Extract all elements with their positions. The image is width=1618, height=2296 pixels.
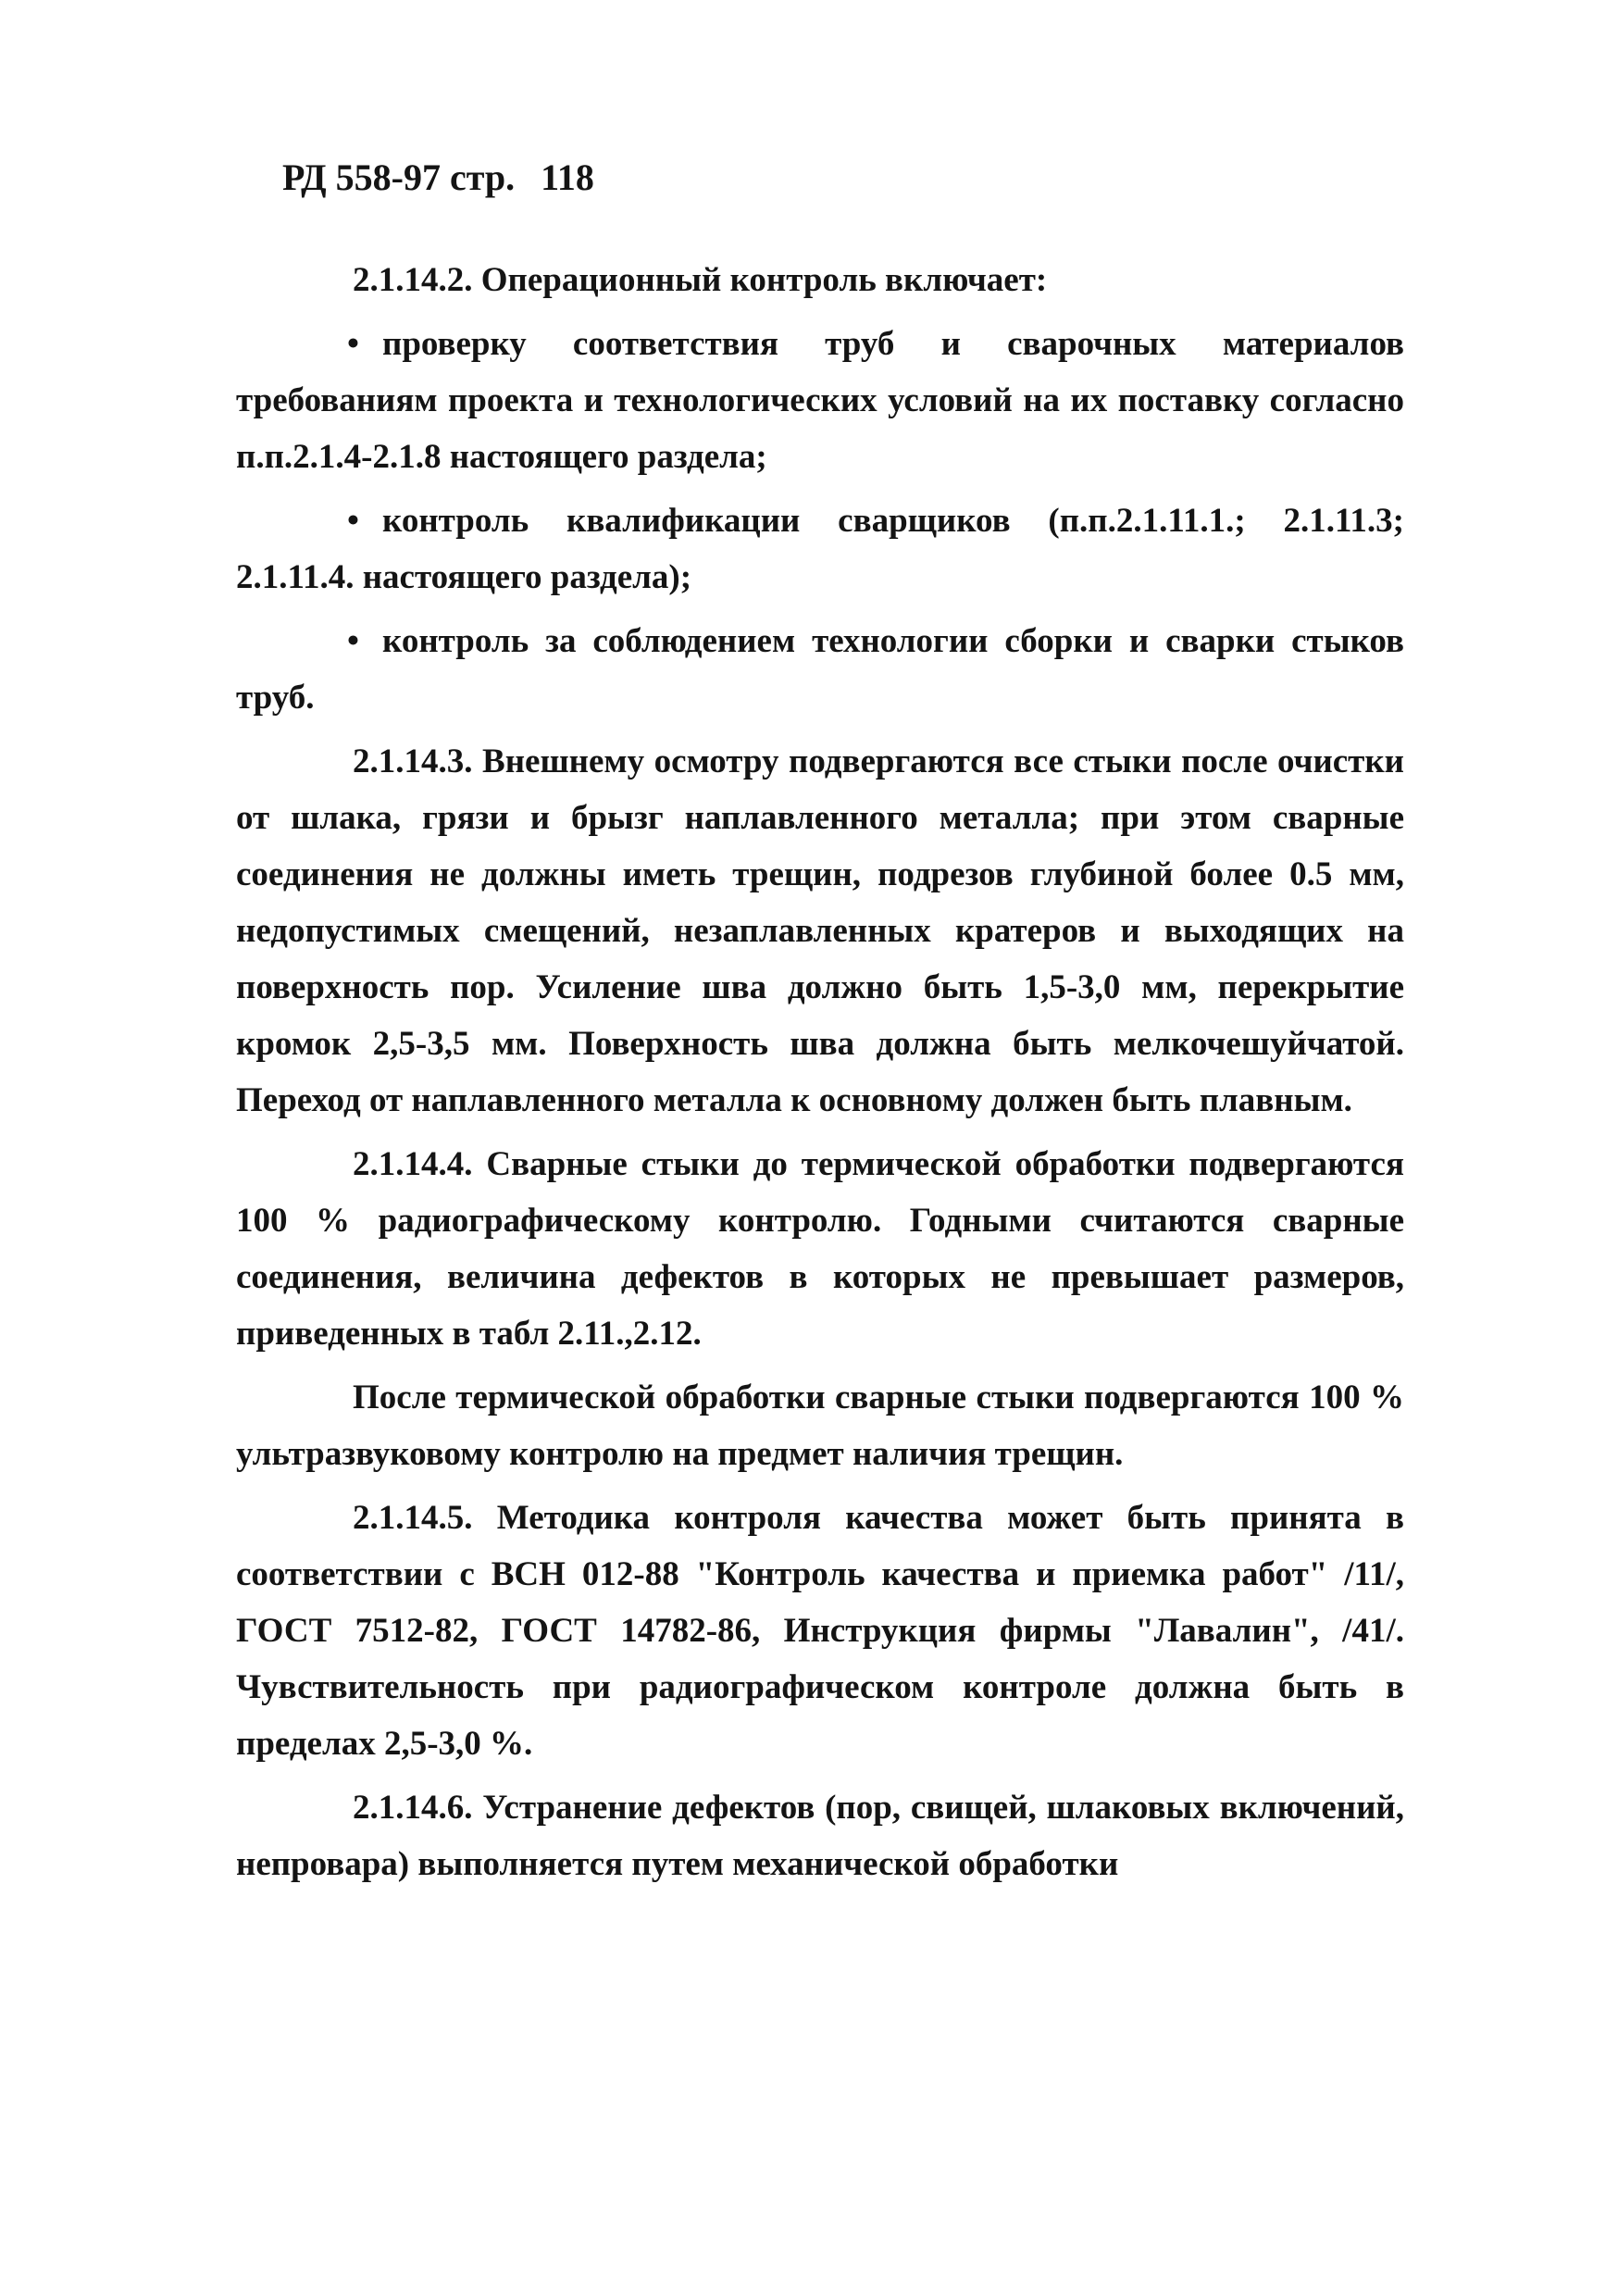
bullet-item-welder-qualification: • контроль квалификации сварщиков (п.п.2.1.11.1.; 2.1.11.3; 2.1.11.4. настоящего раздела); <box>236 493 1404 605</box>
bullet-item-assembly-control: • контроль за соблюдением технологии сборки и сварки стыков труб. <box>236 613 1404 726</box>
paragraph-2-1-14-5: 2.1.14.5. Методика контроля качества может быть принята в соответствии с ВСН 012-88 "Контроль качества и приемка работ" /11/, ГОСТ 7512-82, ГОСТ 14782-86, Инструкция фирмы "Лавалин", /41/. Чувствительность при радиографическом контроле должна быть в пределах 2,5-3,0 %. <box>236 1499 1404 1763</box>
paragraph-2-1-14-3: 2.1.14.3. Внешнему осмотру подвергаются все стыки после очистки от шлака, грязи и брызг наплавленного металла; при этом сварные соединения не должны иметь трещин, подрезов глубиной более 0.5 мм, недопустимых смещений, незаплавленных кратеров и выходящих на поверхность пор. Усиление шва должно быть 1,5-3,0 мм, перекрытие кромок 2,5-3,5 мм. Поверхность шва должна быть мелкочешуйчатой. Переход от наплавленного металла к основному должен быть плавным. <box>236 742 1404 1119</box>
paragraph-2-1-14-6: 2.1.14.6. Устранение дефектов (пор, свищей, шлаковых включений, непровара) выполняется путем механической обработки <box>236 1789 1404 1883</box>
paragraph-after-heat-treatment: После термической обработки сварные стыки подвергаются 100 % ультразвуковому контролю на предмет наличия трещин. <box>236 1379 1404 1473</box>
paragraph-2-1-14-2: 2.1.14.2. Операционный контроль включает: <box>353 261 1048 299</box>
document-id: РД 558-97 стр. <box>282 156 516 198</box>
page-header <box>282 156 594 199</box>
paragraph-2-1-14-4: 2.1.14.4. Сварные стыки до термической обработки подвергаются 100 % радиографическому контролю. Годными считаются сварные соединения, величина дефектов в которых не превышает размеров, приведенных в табл 2.11.,2.12. <box>236 1145 1404 1353</box>
document-body <box>236 252 1404 1900</box>
page-number: 118 <box>541 156 594 198</box>
bullet-item-materials-check: • проверку соответствия труб и сварочных материалов требованиям проекта и технологических условий на их поставку согласно п.п.2.1.4-2.1.8 настоящего раздела; <box>236 316 1404 485</box>
